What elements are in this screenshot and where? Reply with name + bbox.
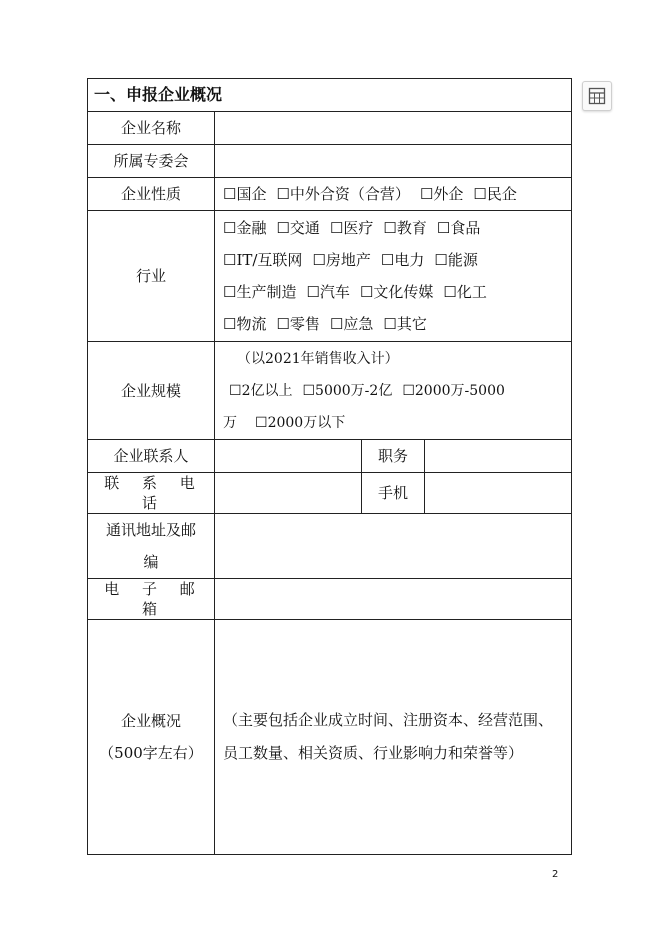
position-field[interactable] [425, 440, 572, 473]
industry-label: 行业 [88, 211, 215, 342]
scale-option[interactable] [229, 375, 292, 407]
mobile-label: 手机 [362, 473, 425, 514]
checkbox-icon: ☐ [229, 382, 242, 399]
option-label: 物流 [236, 315, 267, 333]
industry-option[interactable] [330, 212, 373, 244]
industry-row [223, 244, 567, 276]
company-name-field[interactable] [215, 112, 572, 145]
application-form [87, 78, 572, 855]
option-label: 其它 [396, 315, 427, 333]
industry-option[interactable] [223, 212, 266, 244]
table-glyph [588, 87, 606, 105]
option-label: 2000万以下 [267, 414, 346, 431]
option-label: 民企 [486, 185, 517, 203]
industry-option[interactable] [434, 244, 477, 276]
table-icon[interactable] [582, 81, 612, 111]
checkbox-icon: ☐ [402, 382, 415, 399]
option-label: 零售 [289, 315, 320, 333]
address-label-line: 通讯地址及邮 [105, 521, 196, 539]
option-label: 电力 [394, 251, 425, 269]
overview-hint: （主要包括企业成立时间、注册资本、经营范围、员工数量、相关资质、行业影响力和荣誉等） [223, 711, 554, 762]
checkbox-icon: ☐ [276, 219, 290, 237]
option-label: 5000万-2亿 [315, 382, 393, 399]
committee-field[interactable] [215, 145, 572, 178]
industry-option[interactable] [223, 308, 266, 340]
checkbox-icon: ☐ [255, 414, 268, 431]
checkbox-icon: ☐ [436, 219, 451, 237]
option-label: 2亿以上 [241, 382, 293, 399]
industry-option[interactable] [330, 308, 373, 340]
address-label-line: 编 [143, 553, 159, 571]
nature-options [215, 178, 572, 211]
checkbox-icon: ☐ [383, 219, 397, 237]
industry-option[interactable] [276, 308, 319, 340]
page-number: 2 [552, 869, 559, 880]
industry-row [223, 276, 567, 308]
checkbox-icon: ☐ [223, 185, 237, 203]
overview-label-line: 企业概况 [120, 712, 181, 730]
checkbox-icon: ☐ [276, 185, 290, 203]
checkbox-icon: ☐ [306, 283, 320, 301]
scale-option[interactable] [302, 375, 392, 407]
industry-option[interactable] [437, 212, 480, 244]
phone-field[interactable] [215, 473, 362, 514]
industry-row [223, 308, 567, 340]
section-title: 一、申报企业概况 [88, 79, 572, 112]
option-label: 中外合资（合营） [289, 185, 410, 203]
industry-option[interactable] [383, 212, 426, 244]
checkbox-icon: ☐ [312, 251, 326, 269]
option-label: 汽车 [319, 283, 350, 301]
option-label: IT/互联网 [236, 251, 303, 269]
address-field[interactable] [215, 514, 572, 579]
checkbox-icon: ☐ [359, 283, 374, 301]
checkbox-icon: ☐ [419, 185, 434, 203]
industry-option[interactable] [223, 244, 302, 276]
scale-option[interactable] [402, 375, 505, 407]
phone-label: 联 系 电 话 [88, 473, 215, 514]
option-label: 2000万-5000 [414, 382, 505, 399]
nature-option[interactable] [223, 184, 266, 204]
scale-note: （以2021年销售收入计） [237, 350, 399, 367]
checkbox-icon: ☐ [223, 315, 237, 333]
option-label: 化工 [456, 283, 487, 301]
contact-field[interactable] [215, 440, 362, 473]
industry-option[interactable] [312, 244, 370, 276]
industry-option[interactable] [223, 276, 296, 308]
checkbox-icon: ☐ [434, 251, 448, 269]
option-label: 交通 [289, 219, 320, 237]
option-label: 金融 [236, 219, 267, 237]
nature-option[interactable] [420, 184, 463, 204]
checkbox-icon: ☐ [302, 382, 316, 399]
scale-label: 企业规模 [88, 342, 215, 440]
option-label: 应急 [343, 315, 374, 333]
scale-option[interactable] [255, 407, 345, 439]
overview-label-line: （500字左右） [99, 744, 203, 762]
option-label: 食品 [450, 219, 481, 237]
checkbox-icon: ☐ [443, 283, 457, 301]
option-label: 国企 [236, 185, 267, 203]
overview-field[interactable] [215, 620, 572, 855]
option-label: 能源 [447, 251, 478, 269]
option-label: 房地产 [325, 251, 371, 269]
nature-label: 企业性质 [88, 178, 215, 211]
option-label: 教育 [396, 219, 427, 237]
industry-option[interactable] [381, 244, 424, 276]
option-label: 文化传媒 [373, 283, 434, 301]
position-label: 职务 [362, 440, 425, 473]
scale-option-continuation: 万 [223, 414, 237, 431]
option-label: 医疗 [343, 219, 374, 237]
industry-option[interactable] [360, 276, 433, 308]
scale-options [215, 342, 572, 440]
industry-option[interactable] [306, 276, 349, 308]
contact-label: 企业联系人 [88, 440, 215, 473]
email-field[interactable] [215, 579, 572, 620]
nature-option[interactable] [276, 184, 409, 204]
industry-option[interactable] [383, 308, 426, 340]
committee-label: 所属专委会 [88, 145, 215, 178]
checkbox-icon: ☐ [383, 315, 397, 333]
industry-options [215, 211, 572, 342]
option-label: 外企 [433, 185, 464, 203]
industry-row [223, 212, 567, 244]
address-label [88, 514, 215, 579]
option-label: 生产制造 [236, 283, 297, 301]
checkbox-icon: ☐ [276, 315, 290, 333]
email-label: 电 子 邮 箱 [88, 579, 215, 620]
checkbox-icon: ☐ [329, 315, 344, 333]
checkbox-icon: ☐ [223, 251, 237, 269]
checkbox-icon: ☐ [473, 185, 487, 203]
checkbox-icon: ☐ [380, 251, 395, 269]
industry-option[interactable] [443, 276, 486, 308]
overview-label [88, 620, 215, 855]
industry-option[interactable] [276, 212, 319, 244]
checkbox-icon: ☐ [223, 283, 237, 301]
checkbox-icon: ☐ [223, 219, 237, 237]
company-name-label: 企业名称 [88, 112, 215, 145]
mobile-field[interactable] [425, 473, 572, 514]
nature-option[interactable] [473, 184, 516, 204]
checkbox-icon: ☐ [329, 219, 344, 237]
